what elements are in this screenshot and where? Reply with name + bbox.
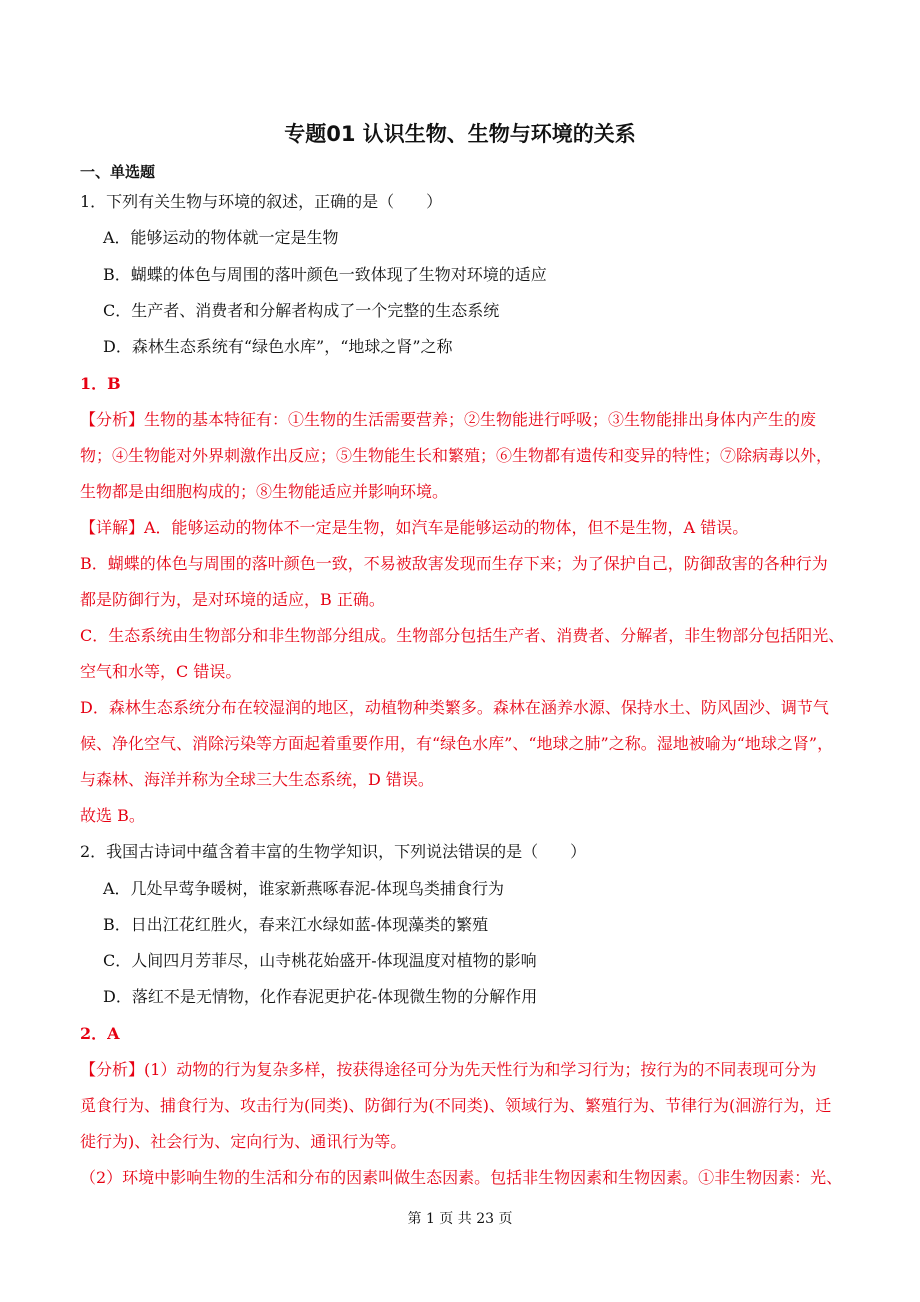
question-1-answer: 1．B [80,374,121,393]
question-1-detail-line: 与森林、海洋并称为全球三大生态系统，D 错误。 [80,770,434,789]
question-1-stem: 1．下列有关生物与环境的叙述，正确的是（ ） [80,192,443,211]
question-1-detail-line: 候、净化空气、消除污染等方面起着重要作用，有“绿色水库”、“地球之肺”之称。湿地被喻为“地球之肾”， [80,734,834,753]
question-2-option-d: D．落红不是无情物，化作春泥更护花-体现微生物的分解作用 [103,987,538,1006]
question-1-detail-line: C．生态系统由生物部分和非生物部分组成。生物部分包括生产者、消费者、分解者，非生物部分包括阳光、 [80,626,845,645]
question-2-option-b: B．日出江花红胜火，春来江水绿如蓝-体现藻类的繁殖 [103,915,489,934]
question-2-analysis-line: 觅食行为、捕食行为、攻击行为(同类)、防御行为(不同类)、领域行为、繁殖行为、节律行为(洄游行为，迁 [80,1096,832,1115]
question-2-analysis-line: （2）环境中影响生物的生活和分布的因素叫做生态因素。包括非生物因素和生物因素。①非生物因素：光、 [80,1168,843,1187]
section-heading: 一、单选题 [80,163,156,181]
question-1-conclusion: 故选 B。 [80,806,145,825]
page-footer: 第 1 页 共 23 页 [407,1211,513,1227]
question-1-detail-line: B．蝴蝶的体色与周围的落叶颜色一致，不易被敌害发现而生存下来；为了保护自己，防御敌害的各种行为 [80,554,828,573]
question-1-option-b: B．蝴蝶的体色与周围的落叶颜色一致体现了生物对环境的适应 [103,265,547,284]
question-2-analysis-line: 【分析】(1）动物的行为复杂多样，按获得途径可分为先天性行为和学习行为；按行为的不同表现可分为 [80,1060,817,1079]
question-2-option-a: A．几处早莺争暖树，谁家新燕啄春泥-体现鸟类捕食行为 [103,879,504,898]
question-1-analysis-line: 生物都是由细胞构成的；⑧生物能适应并影响环境。 [80,482,449,501]
question-2-option-c: C．人间四月芳菲尽，山寺桃花始盛开-体现温度对植物的影响 [103,951,537,970]
question-2-analysis-line: 徙行为)、社会行为、定向行为、通讯行为等。 [80,1132,407,1151]
question-2-stem: 2．我国古诗词中蕴含着丰富的生物学知识，下列说法错误的是（ ） [80,842,587,861]
question-1-detail-line: 【详解】A．能够运动的物体不一定是生物，如汽车是能够运动的物体，但不是生物，A 错误。 [80,518,749,537]
question-1-analysis-line: 物；④生物能对外界刺激作出反应；⑤生物能生长和繁殖；⑥生物都有遗传和变异的特性；⑦除病毒以外， [80,446,833,465]
question-1-analysis-line: 【分析】生物的基本特征有：①生物的生活需要营养；②生物能进行呼吸；③生物能排出身体内产生的废 [80,410,817,429]
question-1-option-c: C．生产者、消费者和分解者构成了一个完整的生态系统 [103,301,500,320]
question-2-answer: 2．A [80,1024,120,1043]
question-1-option-a: A．能够运动的物体就一定是生物 [103,228,339,247]
question-1-detail-line: D．森林生态系统分布在较湿润的地区，动植物种类繁多。森林在涵养水源、保持水土、防风固沙、调节气 [80,698,829,717]
page-title: 专题01 认识生物、生物与环境的关系 [284,122,636,146]
question-1-detail-line: 空气和水等，C 错误。 [80,662,242,681]
question-1-detail-line: 都是防御行为，是对环境的适应，B 正确。 [80,590,385,609]
question-1-option-d: D．森林生态系统有“绿色水库”，“地球之肾”之称 [103,337,453,356]
